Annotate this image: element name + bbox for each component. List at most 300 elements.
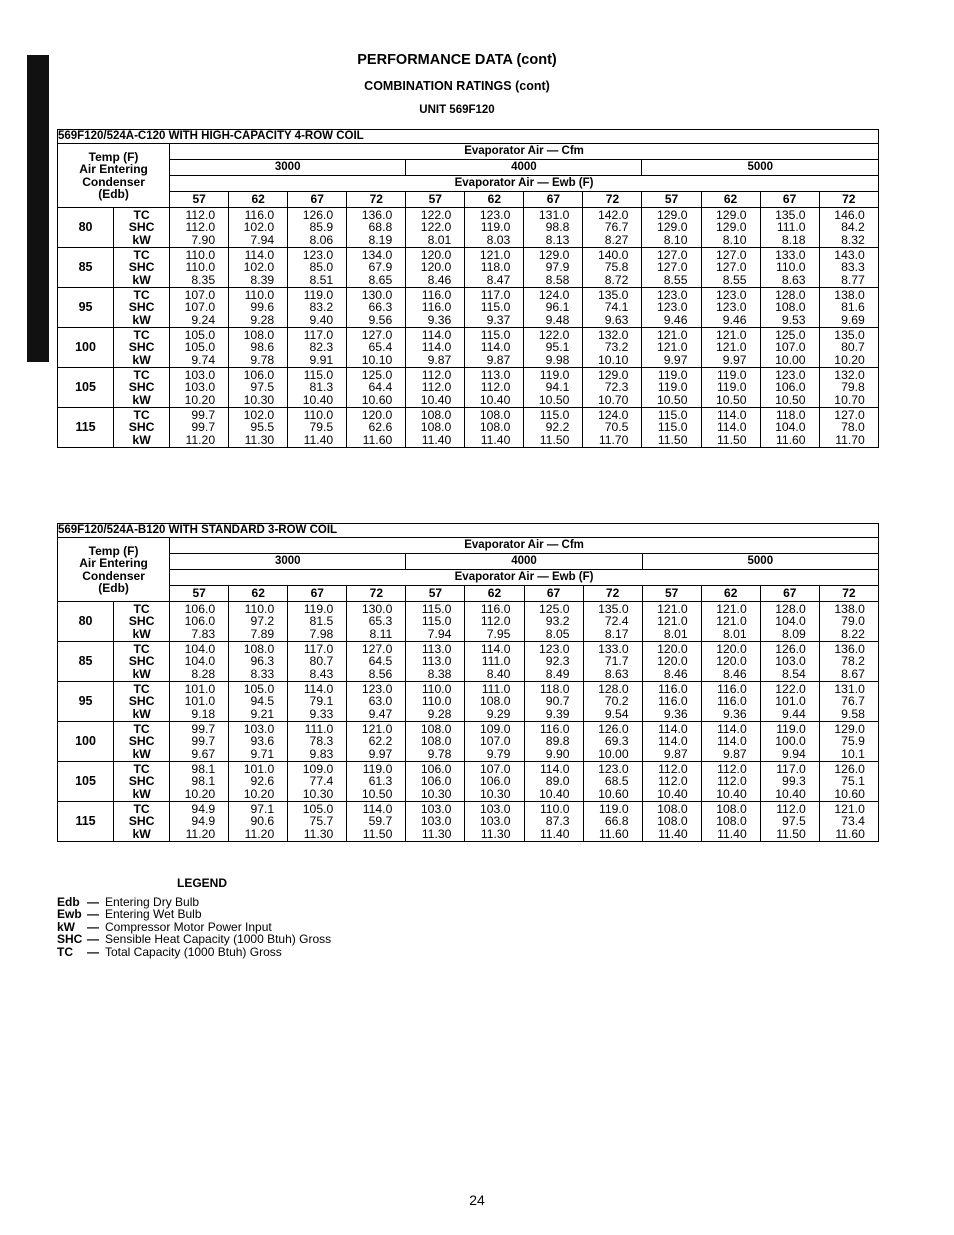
temp-header-line: Temp (F) xyxy=(88,149,139,164)
legend-text: Entering Dry Bulb xyxy=(105,894,200,909)
value-cell xyxy=(229,762,288,802)
value: 123.0 xyxy=(598,761,629,776)
value-cell xyxy=(642,682,701,722)
value-line xyxy=(347,775,405,788)
value: 70.5 xyxy=(604,420,629,435)
value: 113.0 xyxy=(480,367,511,382)
row-label: SHC xyxy=(128,420,155,435)
row-label: kW xyxy=(132,352,151,367)
value-cell xyxy=(229,682,288,722)
value: 64.5 xyxy=(368,654,393,669)
value-cell xyxy=(465,288,524,328)
value-line xyxy=(702,735,760,748)
value: 9.21 xyxy=(250,706,275,721)
value-line xyxy=(229,301,287,314)
value: 9.87 xyxy=(663,746,688,761)
value: 108.0 xyxy=(716,814,747,829)
value-cell xyxy=(229,208,288,248)
value-line xyxy=(524,221,582,234)
value: 69.3 xyxy=(604,734,629,749)
value-line xyxy=(170,221,228,234)
value-cell xyxy=(524,368,583,408)
row-label: SHC xyxy=(128,734,155,749)
value-line xyxy=(465,394,523,407)
value-cell xyxy=(701,762,760,802)
value-cell xyxy=(465,408,524,448)
value-cell xyxy=(170,368,229,408)
value-line xyxy=(761,234,819,247)
value-line xyxy=(465,434,523,447)
value: 10.60 xyxy=(834,786,865,801)
ewb-header: 62 xyxy=(229,586,288,602)
value: 114.0 xyxy=(716,407,747,422)
value: 126.0 xyxy=(302,207,334,222)
value: 129.0 xyxy=(834,721,865,736)
value-line xyxy=(170,748,228,761)
value: 112.0 xyxy=(717,774,747,789)
value-line xyxy=(820,708,878,721)
value-line xyxy=(525,815,583,828)
value: 127.0 xyxy=(361,327,393,342)
value: 11.70 xyxy=(835,432,865,447)
value-cell xyxy=(760,602,819,642)
value-line xyxy=(820,815,878,828)
legend-text: Compressor Motor Power Input xyxy=(105,919,272,934)
value: 106.0 xyxy=(420,761,452,776)
value-line xyxy=(288,234,346,247)
value-line xyxy=(465,748,523,761)
value: 101.0 xyxy=(775,694,806,709)
value-cell xyxy=(170,642,229,682)
row-label: SHC xyxy=(128,220,155,235)
value: 85.9 xyxy=(309,220,334,235)
value-line xyxy=(820,394,878,407)
value-cell xyxy=(229,642,288,682)
value: 8.63 xyxy=(604,666,629,681)
temp-cell: 115 xyxy=(58,408,114,448)
value: 127.0 xyxy=(834,407,865,422)
value: 111.0 xyxy=(304,721,334,736)
value: 114.0 xyxy=(480,340,511,355)
value: 10.40 xyxy=(657,786,688,801)
value-line xyxy=(702,615,760,628)
value: 73.2 xyxy=(604,340,629,355)
legend-item xyxy=(57,908,331,921)
value: 11.60 xyxy=(362,432,393,447)
value-cell xyxy=(229,408,288,448)
value: 112.0 xyxy=(480,380,511,395)
value: 116.0 xyxy=(421,300,452,315)
value: 117.0 xyxy=(303,327,334,342)
value-line xyxy=(465,221,523,234)
value: 11.60 xyxy=(775,432,806,447)
value: 99.7 xyxy=(191,407,216,422)
value: 114.0 xyxy=(717,734,747,749)
value-line xyxy=(406,615,464,628)
value-cell xyxy=(288,802,347,842)
value-cell xyxy=(347,722,406,762)
value: 11.50 xyxy=(716,432,747,447)
value: 8.40 xyxy=(486,666,511,681)
value: 126.0 xyxy=(598,721,629,736)
value: 11.70 xyxy=(598,432,629,447)
value-line xyxy=(170,274,228,287)
value-cell xyxy=(642,328,701,368)
value-line xyxy=(524,314,582,327)
row-label: TC xyxy=(133,641,150,656)
temp-header-line: Air Entering xyxy=(79,556,148,570)
value: 7.83 xyxy=(191,626,216,641)
value: 9.83 xyxy=(309,746,334,761)
value: 109.0 xyxy=(479,721,511,736)
value-cell xyxy=(406,602,465,642)
value: 9.98 xyxy=(545,352,570,367)
value-line xyxy=(229,828,287,841)
row-label: TC xyxy=(133,681,150,696)
value: 119.0 xyxy=(303,287,334,302)
value: 94.9 xyxy=(191,801,216,816)
value: 108.0 xyxy=(657,814,688,829)
value: 9.29 xyxy=(486,706,511,721)
table-title-row xyxy=(58,524,879,538)
value-line xyxy=(702,354,760,367)
value-line xyxy=(229,261,287,274)
value: 8.22 xyxy=(841,626,865,641)
value-cell xyxy=(347,248,406,288)
value-line xyxy=(702,655,760,668)
value-line xyxy=(229,221,287,234)
value: 100.0 xyxy=(775,734,806,749)
legend-title: LEGEND xyxy=(177,876,228,890)
value: 11.40 xyxy=(303,432,334,447)
value-line xyxy=(288,695,346,708)
value: 75.8 xyxy=(604,260,629,275)
value: 11.60 xyxy=(835,826,865,841)
value: 10.60 xyxy=(598,786,629,801)
evap-ewb-header: Evaporator Air — Ewb (F) xyxy=(170,570,879,586)
value: 11.50 xyxy=(539,432,570,447)
value: 104.0 xyxy=(184,654,216,669)
value-line xyxy=(583,301,641,314)
value: 67.9 xyxy=(368,260,393,275)
ewb-header: 67 xyxy=(524,586,583,602)
value-cell xyxy=(642,288,701,328)
value-line xyxy=(643,628,701,641)
value: 8.06 xyxy=(309,232,334,247)
ewb-header: 57 xyxy=(642,192,701,208)
value: 9.28 xyxy=(427,706,452,721)
value-line xyxy=(170,354,228,367)
value: 119.0 xyxy=(716,367,747,382)
value-line xyxy=(170,434,228,447)
value-line xyxy=(406,421,464,434)
value: 9.44 xyxy=(782,706,806,721)
value: 10.1 xyxy=(841,746,865,761)
value-cell xyxy=(347,408,406,448)
value: 112.0 xyxy=(185,220,216,235)
ewb-header: 57 xyxy=(170,586,229,602)
row-label: kW xyxy=(132,826,151,841)
value-line xyxy=(525,695,583,708)
value-cell xyxy=(288,328,347,368)
value: 133.0 xyxy=(775,247,806,262)
value: 120.0 xyxy=(657,654,688,669)
value-cell xyxy=(819,408,878,448)
value-line xyxy=(642,421,700,434)
value-line xyxy=(702,695,760,708)
value: 114.0 xyxy=(716,420,747,435)
value-line xyxy=(702,668,760,681)
value: 96.3 xyxy=(250,654,275,669)
value: 116.0 xyxy=(480,601,511,616)
value-line xyxy=(465,421,523,434)
value-line xyxy=(229,341,287,354)
value: 10.50 xyxy=(361,786,393,801)
value: 9.24 xyxy=(191,312,216,327)
value-line xyxy=(170,341,228,354)
value-cell xyxy=(465,802,524,842)
value-line xyxy=(406,394,464,407)
temp-cell: 85 xyxy=(58,248,114,288)
value: 105.0 xyxy=(302,801,334,816)
legend-abbr: TC xyxy=(57,944,73,959)
temp-header-line: Condenser xyxy=(82,568,145,583)
value-line xyxy=(643,748,701,761)
value-cell xyxy=(760,288,819,328)
value: 121.0 xyxy=(657,614,688,629)
value-cell xyxy=(229,288,288,328)
value: 121.0 xyxy=(834,801,865,816)
table-row xyxy=(58,642,879,682)
value-line xyxy=(524,421,582,434)
value: 119.0 xyxy=(716,380,747,395)
value: 9.48 xyxy=(545,312,570,327)
value: 114.0 xyxy=(539,761,570,776)
value-cell xyxy=(465,208,524,248)
value-cell xyxy=(642,802,701,842)
value: 10.50 xyxy=(656,392,688,407)
value: 123.0 xyxy=(302,247,334,262)
value-line xyxy=(761,434,819,447)
value: 9.69 xyxy=(841,312,865,327)
value: 115.0 xyxy=(480,327,511,342)
value: 135.0 xyxy=(597,287,629,302)
value: 121.0 xyxy=(656,340,688,355)
row-label: SHC xyxy=(128,300,155,315)
value-line xyxy=(761,261,819,274)
row-label-cell xyxy=(114,208,170,248)
ewb-header: 72 xyxy=(347,192,406,208)
value-cell xyxy=(288,682,347,722)
temp-cell: 105 xyxy=(58,762,114,802)
value: 11.30 xyxy=(244,432,275,447)
value: 112.0 xyxy=(421,367,452,382)
value-line xyxy=(288,394,346,407)
value: 116.0 xyxy=(658,694,688,709)
value-line xyxy=(583,261,641,274)
value: 112.0 xyxy=(480,614,511,629)
value: 8.13 xyxy=(545,232,570,247)
value-line xyxy=(406,434,464,447)
value-cell xyxy=(465,642,524,682)
table-row xyxy=(58,602,879,642)
value-line xyxy=(170,828,228,841)
table-row xyxy=(58,762,879,802)
cfm-group-header: 3000 xyxy=(170,160,406,176)
value: 10.00 xyxy=(775,352,806,367)
value: 135.0 xyxy=(775,207,806,222)
value-line xyxy=(170,695,228,708)
table-row xyxy=(58,368,879,408)
value-line xyxy=(820,421,878,434)
temp-header-line: (Edb) xyxy=(98,187,129,201)
value: 11.40 xyxy=(421,432,452,447)
value-line xyxy=(288,301,346,314)
row-label: TC xyxy=(133,287,150,302)
value-line xyxy=(702,261,760,274)
value: 134.0 xyxy=(361,247,393,262)
value: 9.71 xyxy=(250,746,275,761)
value-line xyxy=(347,828,405,841)
value: 126.0 xyxy=(775,641,806,656)
value-cell xyxy=(583,602,642,642)
value-line xyxy=(406,354,464,367)
row-label: SHC xyxy=(128,654,155,669)
legend-abbr: Ewb xyxy=(57,907,82,922)
value-cell xyxy=(583,762,642,802)
value: 120.0 xyxy=(716,654,747,669)
value: 85.0 xyxy=(309,260,334,275)
value: 115.0 xyxy=(657,407,688,422)
value-cell xyxy=(819,368,878,408)
value-line xyxy=(406,828,464,841)
row-label: kW xyxy=(132,432,151,447)
ewb-header: 57 xyxy=(406,192,465,208)
value-line xyxy=(347,354,405,367)
value-cell xyxy=(701,248,760,288)
value: 8.01 xyxy=(427,232,452,247)
value-cell xyxy=(701,328,760,368)
value: 8.32 xyxy=(841,232,865,247)
value: 9.18 xyxy=(191,706,216,721)
value: 92.2 xyxy=(545,420,570,435)
temp-cell: 85 xyxy=(58,642,114,682)
value-line xyxy=(643,735,701,748)
value-line xyxy=(702,301,760,314)
value: 111.0 xyxy=(776,220,806,235)
value: 108.0 xyxy=(775,300,806,315)
value: 9.39 xyxy=(545,706,570,721)
value-line xyxy=(288,628,346,641)
value: 9.97 xyxy=(722,352,747,367)
value: 84.2 xyxy=(841,220,865,235)
value: 103.0 xyxy=(420,814,452,829)
value: 8.58 xyxy=(545,272,570,287)
value: 94.5 xyxy=(250,694,275,709)
value: 72.4 xyxy=(604,614,629,629)
value: 11.20 xyxy=(185,432,216,447)
value: 103.0 xyxy=(775,654,806,669)
value: 10.20 xyxy=(184,786,216,801)
value-line xyxy=(820,274,878,287)
value: 81.5 xyxy=(309,614,334,629)
value-cell xyxy=(760,642,819,682)
value: 131.0 xyxy=(834,681,865,696)
value-cell xyxy=(465,602,524,642)
value: 8.01 xyxy=(722,626,747,641)
value-cell xyxy=(819,722,878,762)
value: 8.05 xyxy=(545,626,570,641)
temp-cell: 95 xyxy=(58,288,114,328)
header-row xyxy=(58,160,879,176)
header-row xyxy=(58,554,879,570)
value-line xyxy=(584,695,642,708)
value-cell xyxy=(642,368,701,408)
value-cell xyxy=(465,248,524,288)
ewb-header: 57 xyxy=(170,192,229,208)
ewb-header: 67 xyxy=(760,586,819,602)
value-line xyxy=(465,708,523,721)
value-line xyxy=(820,221,878,234)
value-line xyxy=(820,748,878,761)
value-cell xyxy=(465,368,524,408)
value: 114.0 xyxy=(244,247,275,262)
value: 106.0 xyxy=(479,774,511,789)
value: 116.0 xyxy=(421,287,452,302)
value: 112.0 xyxy=(658,774,688,789)
value-line xyxy=(229,434,287,447)
value-line xyxy=(170,234,228,247)
row-label: TC xyxy=(133,367,150,382)
value-line xyxy=(406,735,464,748)
value-cell xyxy=(760,208,819,248)
value: 102.0 xyxy=(243,220,275,235)
cfm-group-header: 3000 xyxy=(170,554,406,570)
temp-cell: 105 xyxy=(58,368,114,408)
value-cell xyxy=(524,288,583,328)
value: 92.6 xyxy=(250,774,275,789)
ewb-header: 62 xyxy=(701,586,760,602)
value-cell xyxy=(347,288,406,328)
value-cell xyxy=(347,602,406,642)
value-line xyxy=(229,394,287,407)
value: 74.1 xyxy=(604,300,629,315)
value: 113.0 xyxy=(421,641,452,656)
row-label: SHC xyxy=(128,774,155,789)
value: 97.5 xyxy=(782,814,806,829)
value-line xyxy=(406,788,464,801)
value: 8.49 xyxy=(545,666,570,681)
value-line xyxy=(406,708,464,721)
value: 102.0 xyxy=(243,407,275,422)
value-line xyxy=(347,628,405,641)
value: 10.10 xyxy=(361,352,393,367)
value-line xyxy=(288,668,346,681)
value-cell xyxy=(583,722,642,762)
value: 10.20 xyxy=(243,786,275,801)
value: 73.4 xyxy=(841,814,865,829)
value-line xyxy=(820,234,878,247)
value-line xyxy=(347,668,405,681)
value-line xyxy=(820,668,878,681)
value-line xyxy=(583,394,641,407)
cfm-group-header: 4000 xyxy=(406,160,642,176)
value: 106.0 xyxy=(420,774,452,789)
value: 79.0 xyxy=(841,614,865,629)
temp-cell: 115 xyxy=(58,802,114,842)
value: 10.40 xyxy=(775,786,806,801)
value-line xyxy=(761,221,819,234)
